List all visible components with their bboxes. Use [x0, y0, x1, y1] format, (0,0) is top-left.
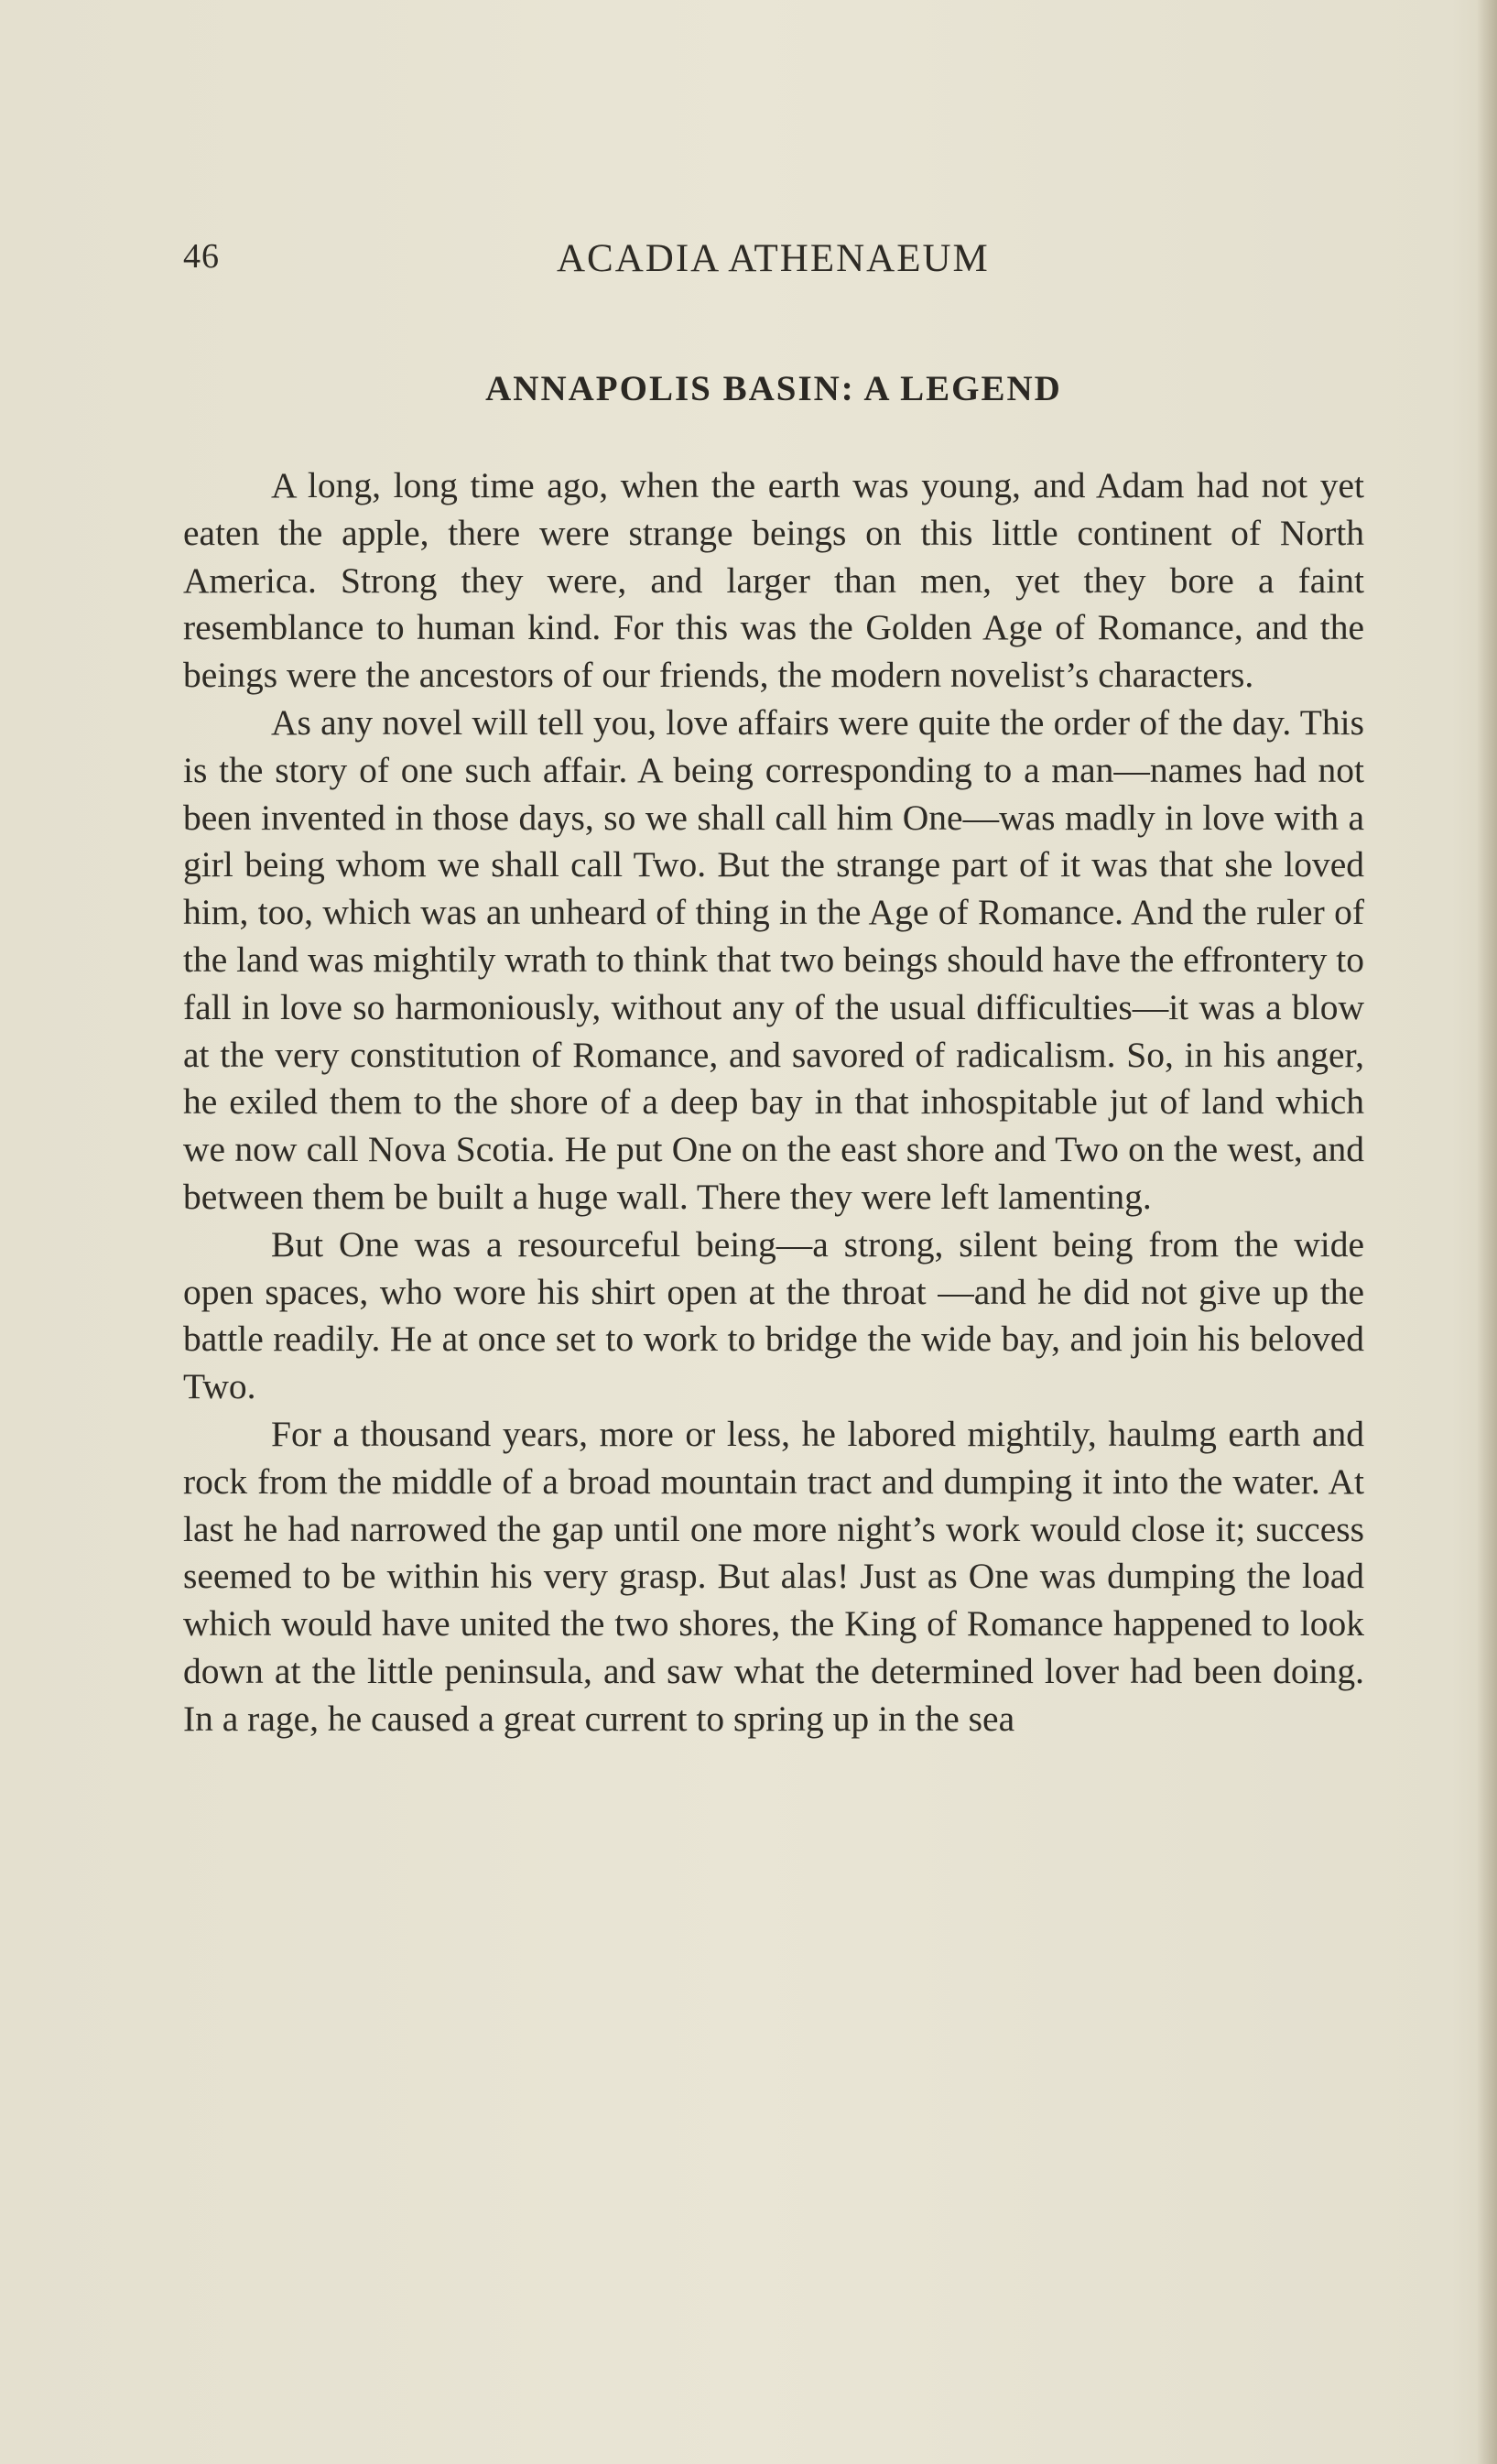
paragraph-2: As any novel will tell you, love affairs were quite the order of the day. This is the story of one such affair. A being corresponding to a man—names had not been invented in those days, so we shall call him One—was madly in love with a girl being whom we shall call Two. But the strange part of it was that she loved him, too, which was an unheard of thing in the Age of Romance. And the ruler of the land was mightily wrath to think that two beings should have the effrontery to fall in love so harmoniously, without any of the usual difficulties—it was a blow at the very constitution of Romance, and savored of radicalism. So, in his anger, he exiled them to the shore of a deep bay in that inhospitable jut of land which we now call Nova Scotia. He put One on the east shore and Two on the west, and between them be built a huge wall. There they were left lamenting. [183, 701, 1364, 1217]
paragraph-1: A long, long time ago, when the earth was young, and Adam had not yet eaten the apple, there were strange beings on this little continent of North America. Strong they were, and larger than men, yet they bore a faint resemblance to human kind. For this was the Golden Age of Romance, and the beings were the ancestors of our friends, the modern novelist’s characters. [183, 465, 1364, 696]
article-title: ANNAPOLIS BASIN: A LEGEND [485, 369, 1062, 408]
paragraph-4: For a thousand years, more or less, he labored mightily, haulmg earth and rock from the middle of a broad mountain tract and dumping it into the water. At last he had narrowed the gap until one more night’s work would close it; success seemed to be within his very grasp. But alas! Just as One was dumping the load which would have united the two shores, the King of Romance happened to look down at the little peninsula, and saw what the determined lover had been doing. In a rage, he caused a great current to spring up in the sea [183, 1413, 1364, 1739]
page-number: 46 [183, 237, 220, 276]
article-body [183, 462, 1364, 1743]
running-head [183, 236, 1364, 291]
paragraph-3: But One was a resourceful being—a strong, silent being from the wide open spaces, who wore his shirt open at the throat —and he did not give up the battle readily. He at once set to work to bridge the wide bay, and join his beloved Two. [183, 1223, 1364, 1407]
page-edge-shadow [1477, 0, 1497, 2464]
journal-title: ACADIA ATHENAEUM [557, 237, 990, 280]
